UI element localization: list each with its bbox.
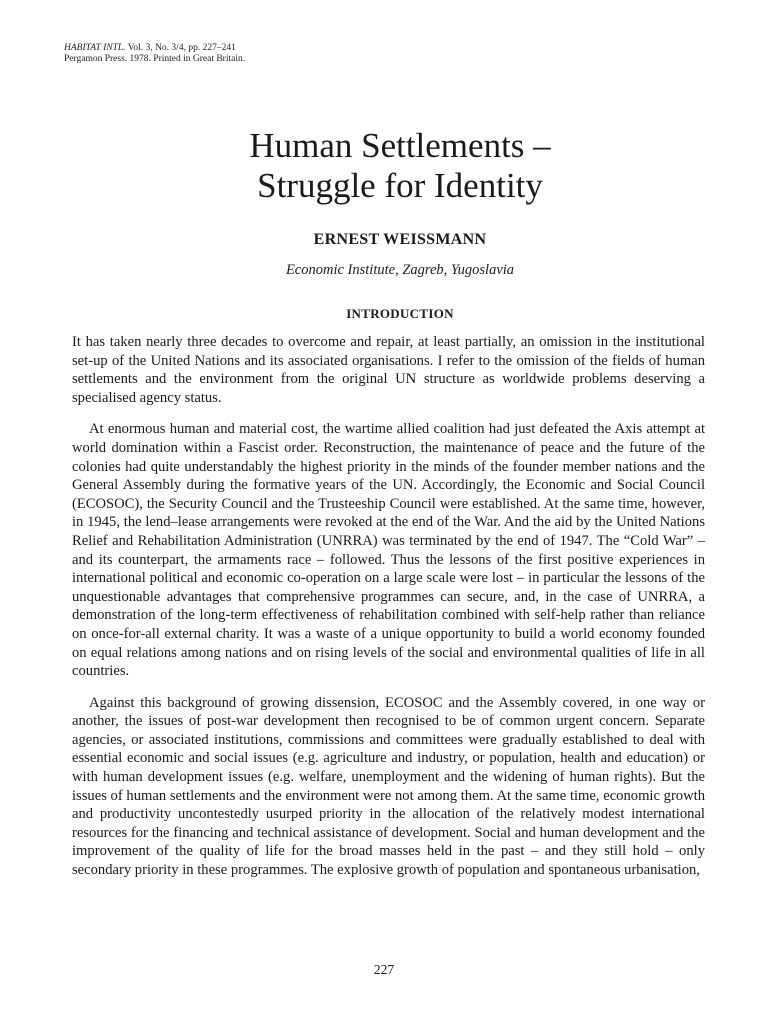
article-title-line-1: Human Settlements – [249,126,551,165]
article-title-line-2: Struggle for Identity [257,166,543,205]
author-affiliation: Economic Institute, Zagreb, Yugoslavia [285,262,515,278]
article-title [120,126,680,206]
journal-name: HABITAT INTL. [64,43,126,53]
paragraph: It has taken nearly three decades to overcome and repair, at least partially, an omission in the institutional set-up of the United Nations and its associated organisations. I refer to the omission of the fields of human settlements and the environment from the original UN structure as worldwide problems deserving a specialised agency status. [72,334,705,406]
journal-volume-info: Vol. 3, No. 3/4, pp. 227–241 [125,43,236,53]
paragraph: At enormous human and material cost, the wartime allied coalition had just defeated the Axis attempt at world domination within a Fascist order. Reconstruction, the maintenance of peace and the future of the colonies had quite understandably the highest priority in the minds of the founder member nations and the General Assembly during the formative years of the UN. Accordingly, the Economic and Social Council (ECOSOC), the Security Council and the Trusteeship Council were established. At the same time, however, in 1945, the lend–lease arrangements were revoked at the end of the War. And the aid by the United Nations Relief and Rehabilitation Administration (UNRRA) was terminated by the end of 1947. The “Cold War” – and its counterpart, the armaments race – followed. Thus the lessons of the first positive experiences in international political and economic co-operation on a large scale were lost – in particular the lessons of the unquestionable advantages that comprehensive programmes can secure, and, in the case of UNRRA, a demonstration of the long-term effectiveness of rehabilitation combined with self-help rather than reliance on once-for-all external charity. It was a waste of a unique opportunity to build a world economy founded on equal relations among nations and on rising levels of the social and environmental qualities of life in all countries. [72,421,705,680]
publisher-line: Pergamon Press. 1978. Printed in Great Britain. [64,54,246,64]
section-heading: INTRODUCTION [346,306,454,321]
paragraph: Against this background of growing dissension, ECOSOC and the Assembly covered, in one way or another, the issues of post-war development then recognised to be of common urgent concern. Separate agencies, or associated institutions, commissions and committees were gradually established to deal with essential economic and social issues (e.g. agriculture and industry, or population, health and education) or with human development issues (e.g. welfare, unemployment and the widening of human rights). But the issues of human settlements and the environment were not among them. At the same time, economic growth and productivity uncontestedly usurped priority in the allocation of the relatively modest international resources for the financing and technical assistance of development. Social and human development and the improvement of the quality of life for the broad masses held in the past – and they still hold – only secondary priority in these programmes. The explosive growth of population and spontaneous urbanisation, [72,694,705,879]
body-text [72,333,705,893]
page-number: 227 [373,962,395,977]
author-name: ERNEST WEISSMANN [313,231,487,248]
journal-header [64,43,245,65]
journal-citation-line [64,43,245,54]
